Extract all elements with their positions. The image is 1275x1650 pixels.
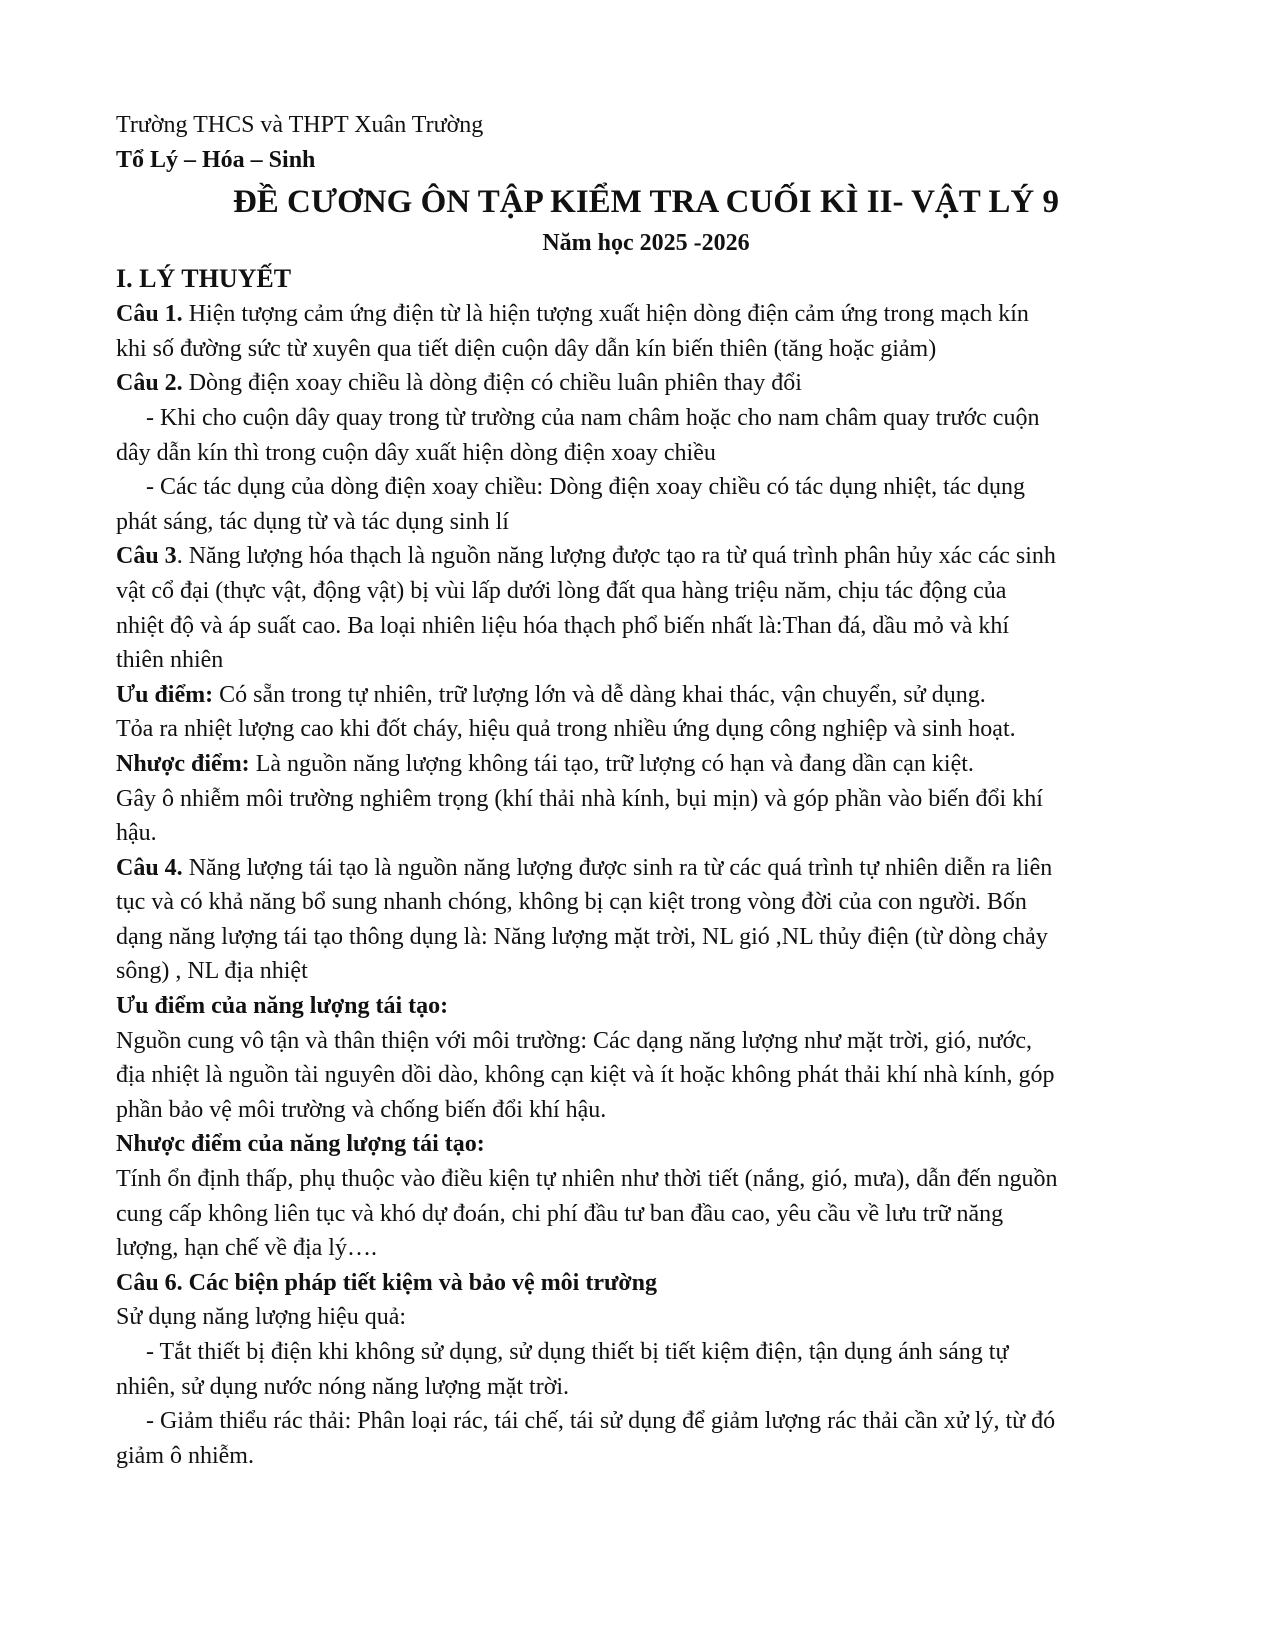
- question-2-line-5: phát sáng, tác dụng từ và tác dụng sinh lí: [116, 508, 509, 535]
- renewable-advantages-line-2: địa nhiệt là nguồn tài nguyên dồi dào, không cạn kiệt và ít hoặc không phát thải khí nhà kính, góp: [116, 1062, 1055, 1089]
- renewable-disadvantages-line-2: cung cấp không liên tục và khó dự đoán, chi phí đầu tư ban đầu cao, yêu cầu về lưu trữ năng: [116, 1200, 1004, 1227]
- question-4-line-4: sông) , NL địa nhiệt: [116, 958, 308, 985]
- question-3-text: . Năng lượng hóa thạch là nguồn năng lượng được tạo ra từ quá trình phân hủy xác các sinh: [176, 543, 1056, 570]
- question-3-label: Câu 3: [116, 543, 177, 570]
- renewable-advantages-line-1: Nguồn cung vô tận và thân thiện với môi trường: Các dạng năng lượng như mặt trời, gió, nước,: [116, 1027, 1033, 1054]
- question-1-line-2: khi số đường sức từ xuyên qua tiết diện cuộn dây dẫn kín biến thiên (tăng hoặc giảm): [116, 335, 937, 362]
- school-name: Trường THCS và THPT Xuân Trường: [116, 112, 484, 138]
- question-2-label: Câu 2.: [116, 370, 183, 397]
- question-6-bullet-2: - Giảm thiểu rác thải: Phân loại rác, tái chế, tái sử dụng để giảm lượng rác thải cần xử lý, từ đó: [146, 1408, 1056, 1435]
- question-1-text: Hiện tượng cảm ứng điện từ là hiện tượng xuất hiện dòng điện cảm ứng trong mạch kín: [182, 301, 1029, 328]
- section-heading-theory: I. LÝ THUYẾT: [116, 264, 292, 294]
- question-2-text: Dòng điện xoay chiều là dòng điện có chiều luân phiên thay đổi: [182, 370, 802, 397]
- question-6-bullet-1: - Tắt thiết bị điện khi không sử dụng, sử dụng thiết bị tiết kiệm điện, tận dụng ánh sáng tự: [146, 1339, 1009, 1365]
- question-3-disadvantages-line-2: Gây ô nhiễm môi trường nghiêm trọng (khí thải nhà kính, bụi mịn) và góp phần vào biến đổi khí: [116, 785, 1043, 812]
- question-1-label: Câu 1.: [116, 301, 183, 328]
- renewable-disadvantages-line-3: lượng, hạn chế về địa lý….: [116, 1235, 377, 1262]
- question-3-advantages: [116, 678, 1176, 713]
- question-6-line-3: nhiên, sử dụng nước nóng năng lượng mặt trời.: [116, 1373, 570, 1400]
- question-4-line-2: tục và có khả năng bổ sung nhanh chóng, không bị cạn kiệt trong vòng đời của con người. Bốn: [116, 889, 1027, 916]
- question-1: [116, 297, 1176, 332]
- question-2-bullet-2: - Các tác dụng của dòng điện xoay chiều: Dòng điện xoay chiều có tác dụng nhiệt, tác dụng: [146, 474, 1026, 501]
- document-title: ĐỀ CƯƠNG ÔN TẬP KIỂM TRA CUỐI KÌ II- VẬT LÝ 9: [232, 184, 1060, 221]
- question-4-text: Năng lượng tái tạo là nguồn năng lượng được sinh ra từ các quá trình tự nhiên diễn ra liên: [182, 854, 1053, 881]
- renewable-advantages-line-3: phần bảo vệ môi trường và chống biến đổi khí hậu.: [116, 1096, 607, 1123]
- question-3-line-4: thiên nhiên: [116, 647, 224, 674]
- school-year: Năm học 2025 -2026: [542, 230, 750, 257]
- question-6-heading: Câu 6. Các biện pháp tiết kiệm và bảo vệ môi trường: [116, 1269, 658, 1296]
- question-3-line-2: vật cổ đại (thực vật, động vật) bị vùi lấp dưới lòng đất qua hàng triệu năm, chịu tác động của: [116, 577, 1007, 604]
- question-2-line-3: dây dẫn kín thì trong cuộn dây xuất hiện dòng điện xoay chiều: [116, 439, 716, 466]
- advantages-label: Ưu điểm:: [116, 681, 214, 708]
- disadvantages-label: Nhược điểm:: [116, 750, 250, 777]
- department-name: Tổ Lý – Hóa – Sinh: [116, 146, 316, 173]
- renewable-advantages-heading: Ưu điểm của năng lượng tái tạo:: [116, 993, 449, 1020]
- document-page: [116, 108, 1176, 1473]
- renewable-disadvantages-heading: Nhược điểm của năng lượng tái tạo:: [116, 1131, 485, 1158]
- question-3: [116, 539, 1176, 574]
- disadvantages-text: Là nguồn năng lượng không tái tạo, trữ lượng có hạn và đang dần cạn kiệt.: [249, 750, 974, 777]
- question-2-bullet-1: - Khi cho cuộn dây quay trong từ trường của nam châm hoặc cho nam châm quay trước cuộn: [146, 404, 1040, 431]
- question-3-advantages-line-2: Tỏa ra nhiệt lượng cao khi đốt cháy, hiệu quả trong nhiều ứng dụng công nghiệp và sinh hoạt.: [116, 716, 1016, 743]
- question-4: [116, 851, 1176, 886]
- question-6-line-1: Sử dụng năng lượng hiệu quả:: [116, 1304, 407, 1331]
- question-4-line-3: dạng năng lượng tái tạo thông dụng là: Năng lượng mặt trời, NL gió ,NL thủy điện (từ dòng chảy: [116, 923, 1048, 950]
- question-3-line-3: nhiệt độ và áp suất cao. Ba loại nhiên liệu hóa thạch phổ biến nhất là:Than đá, dầu mỏ và khí: [116, 612, 1010, 639]
- question-3-disadvantages-line-3: hậu.: [116, 820, 157, 847]
- question-6-line-5: giảm ô nhiễm.: [116, 1442, 254, 1469]
- question-3-disadvantages: [116, 747, 1176, 782]
- renewable-disadvantages-line-1: Tính ổn định thấp, phụ thuộc vào điều kiện tự nhiên như thời tiết (nắng, gió, mưa), dẫn đến nguồn: [116, 1166, 1058, 1193]
- question-4-label: Câu 4.: [116, 854, 183, 881]
- advantages-text: Có sẵn trong tự nhiên, trữ lượng lớn và dễ dàng khai thác, vận chuyển, sử dụng.: [213, 681, 986, 708]
- question-2: [116, 366, 1176, 401]
